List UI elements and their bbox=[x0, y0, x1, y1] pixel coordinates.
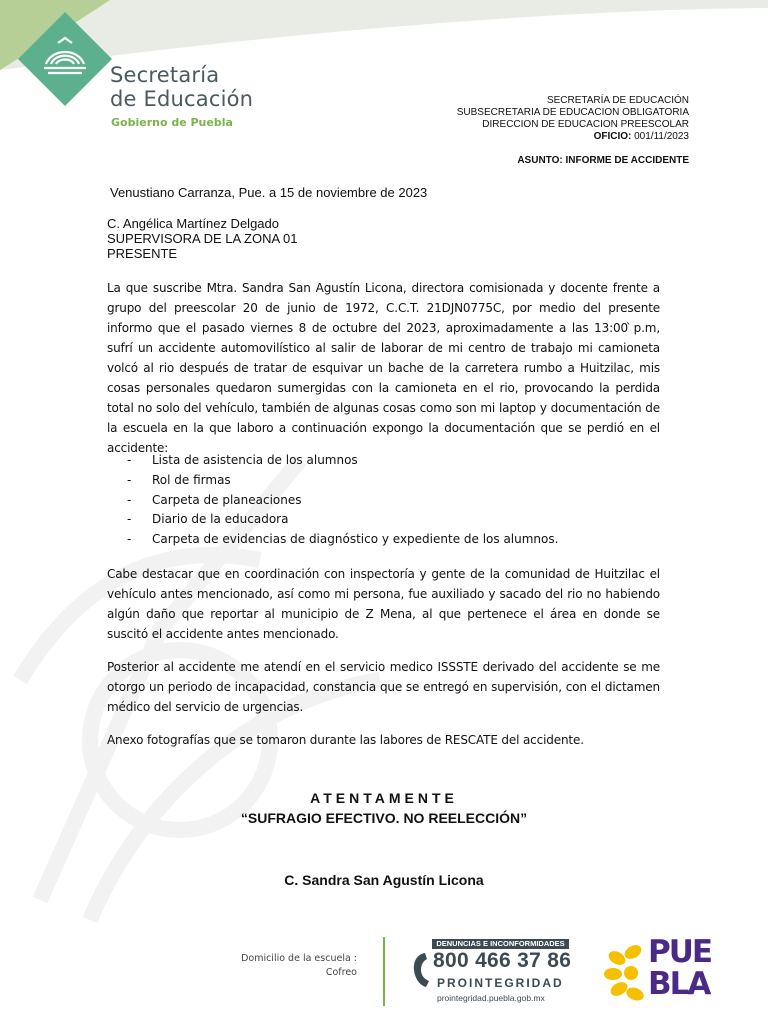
denuncias-banner: DENUNCIAS E INCONFORMIDADES bbox=[432, 939, 569, 949]
closing-atentamente: ATENTAMENTE bbox=[310, 790, 458, 806]
footer-divider bbox=[383, 937, 385, 1006]
list-item-text: Diario de la educadora bbox=[152, 512, 289, 527]
education-logo-icon bbox=[18, 12, 112, 106]
header-line-subsecretaria: SUBSECRETARIA DE EDUCACION OBLIGATORIA bbox=[456, 107, 689, 118]
list-item bbox=[127, 530, 558, 550]
puebla-flower-icon bbox=[603, 940, 647, 1002]
recipient-name: C. Angélica Martínez Delgado bbox=[107, 216, 279, 231]
paragraph-intro: La que suscribe Mtra. Sandra San Agustín Licona, directora comisionada y docente frente a grupo del preescolar 20 de junio de 1972, C.C.T. 21DJN0775C, por medio del presente informo que el pasado viernes 8 de octubre del 2023, aproximadamente a las 13:00 ̀p.m, sufrí un accidente automovilístico al salir de laborar de mi centro de trabajo mi camioneta volcó al rio después de tratar de esquivar un bache de la carretera rumbo a Huitzilac, mis cosas personales quedaron sumergidas con la camioneta en el rio, provocando la perdida total no solo del vehículo, también de algunas cosas como son mi laptop y documentación de la escuela en la que laboro a continuación expongo la documentación que se perdió en el accidente: bbox=[107, 281, 660, 455]
bullet-marker: - bbox=[127, 532, 132, 547]
lost-documents-list bbox=[127, 451, 558, 550]
header-line-secretaria: SECRETARÍA DE EDUCACIÓN bbox=[546, 95, 689, 106]
bullet-marker: - bbox=[127, 512, 132, 527]
recipient-title: SUPERVISORA DE LA ZONA 01 bbox=[107, 231, 298, 246]
school-address-label: Domicilio de la escuela : bbox=[241, 953, 357, 964]
bullet-marker: - bbox=[127, 453, 132, 467]
logo-title-line2: de Educación bbox=[110, 87, 254, 111]
asunto-line: ASUNTO: INFORME DE ACCIDENTE bbox=[517, 155, 689, 166]
phone-icon bbox=[410, 950, 432, 990]
logo-title-line1: Secretaría bbox=[110, 63, 220, 87]
header-line-direccion: DIRECCION DE EDUCACION PREESCOLAR bbox=[482, 119, 689, 130]
puebla-logo-top: PUE bbox=[648, 934, 712, 970]
list-item-text: Rol de firmas bbox=[152, 472, 231, 487]
oficio-line bbox=[594, 131, 689, 143]
list-item-text: Carpeta de planeaciones bbox=[152, 492, 302, 507]
oficio-number: 001/11/2023 bbox=[634, 131, 689, 142]
list-item bbox=[127, 510, 558, 530]
place-date: Venustiano Carranza, Pue. a 15 de noviembre de 2023 bbox=[110, 185, 428, 200]
list-item-text: Carpeta de evidencias de diagnóstico y expediente de los alumnos. bbox=[152, 532, 559, 547]
list-item bbox=[127, 491, 558, 511]
bullet-marker: - bbox=[127, 472, 132, 487]
oficio-label: OFICIO: bbox=[593, 131, 632, 142]
paragraph-coordination: Cabe destacar que en coordinación con inspectoría y gente de la comunidad de Huitzilac el vehículo antes mencionado, así como mi persona, fue auxiliado y sacado del rio no habiendo algún daño que reportar al municipio de Z Mena, al que pertenece el área en donde se suscitó el accidente antes mencionado. bbox=[107, 567, 660, 641]
bullet-marker: - bbox=[127, 492, 132, 507]
signer-name: C. Sandra San Agustín Licona bbox=[284, 872, 484, 888]
list-item-text: Lista de asistencia de los alumnos bbox=[152, 453, 358, 467]
complaints-phone-number: 800 466 37 86 bbox=[433, 949, 572, 972]
prointegridad-url: prointegridad.puebla.gob.mx bbox=[437, 993, 545, 1003]
closing-motto: “SUFRAGIO EFECTIVO. NO REELECCIÓN” bbox=[240, 810, 528, 826]
paragraph-annex: Anexo fotografías que se tomaron durante las labores de RESCATE del accidente. bbox=[107, 733, 584, 747]
logo-subtitle: Gobierno de Puebla bbox=[111, 116, 233, 129]
prointegridad-label: PROINTEGRIDAD bbox=[437, 976, 564, 990]
list-item bbox=[127, 451, 558, 471]
school-address-value: Cofreo bbox=[325, 967, 357, 978]
list-item bbox=[127, 471, 558, 491]
recipient-presente: PRESENTE bbox=[107, 246, 178, 261]
puebla-logo-bottom: BLA bbox=[648, 966, 710, 1002]
paragraph-medical: Posterior al accidente me atendí en el servicio medico ISSSTE derivado del accidente se me otorgo un periodo de incapacidad, constancia que se entregó en supervisión, con el dictamen médico del servicio de urgencias. bbox=[107, 660, 660, 714]
